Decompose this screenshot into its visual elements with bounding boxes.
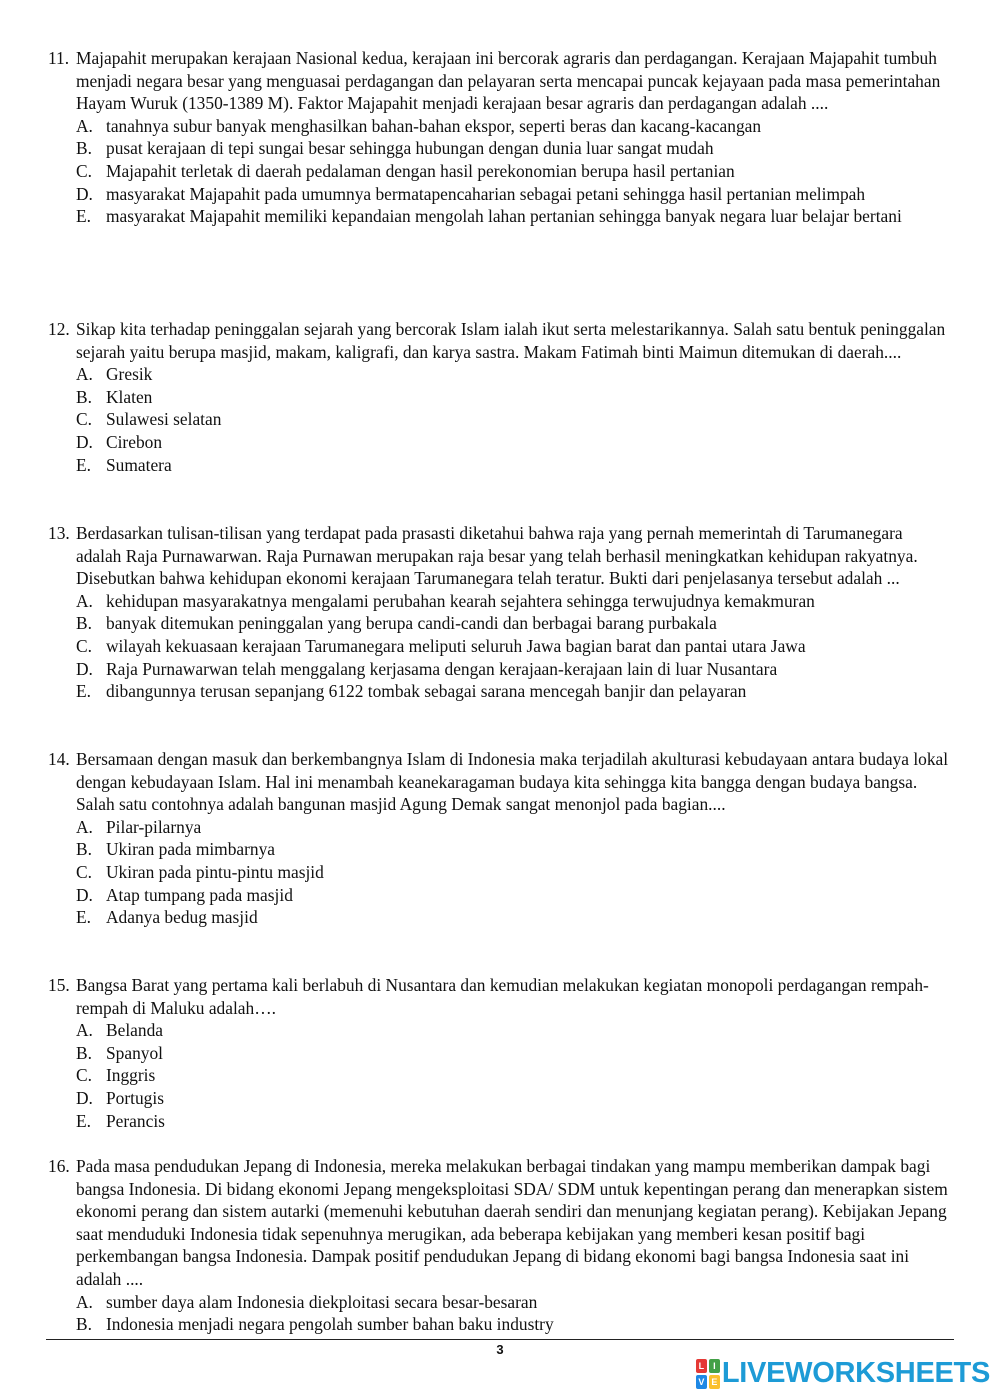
question-13 bbox=[48, 522, 950, 703]
option-letter: E. bbox=[76, 907, 91, 928]
option-b bbox=[76, 612, 950, 635]
option-letter: E. bbox=[76, 206, 91, 227]
question-12 bbox=[48, 318, 950, 476]
question-number: 11. bbox=[48, 48, 70, 68]
question-text: Berdasarkan tulisan-tilisan yang terdapat pada prasasti diketahui bahwa raja yang pernah memerintah di Tarumanegara adalah Raja Purnawarwan. Raja Purnawan merupakan raja besar yang telah berhasil meningkatkan kehidupan rakyatnya. Disebutkan bahwa kehidupan ekonomi kerajaan Tarumanegara telah teratur. Bukti dari penjelasanya tersebut adalah ... bbox=[76, 523, 918, 589]
option-letter: D. bbox=[76, 884, 93, 905]
option-text: banyak ditemukan peninggalan yang berupa candi-candi dan berbagai barang purbakala bbox=[106, 613, 717, 634]
option-letter: A. bbox=[76, 590, 93, 611]
option-b bbox=[76, 386, 950, 409]
option-text: Raja Purnawarwan telah menggalang kerjasama dengan kerajaan-kerajaan lain di luar Nusantara bbox=[106, 658, 778, 679]
option-b bbox=[76, 137, 950, 160]
option-text: Cirebon bbox=[106, 431, 163, 452]
option-c bbox=[76, 861, 950, 884]
question-number: 15. bbox=[48, 975, 70, 995]
option-a bbox=[76, 115, 950, 138]
option-c bbox=[76, 1064, 950, 1087]
option-text: dibangunnya terusan sepanjang 6122 tombak sebagai sarana mencegah banjir dan pelayaran bbox=[106, 681, 747, 702]
option-letter: E. bbox=[76, 681, 91, 702]
option-text: sumber daya alam Indonesia diekploitasi secara besar-besaran bbox=[106, 1291, 538, 1312]
question-text: Pada masa pendudukan Jepang di Indonesia, mereka melakukan berbagai tindakan yang mampu memberikan dampak bagi bangsa Indonesia. Di bidang ekonomi Jepang mengeksploitasi SDA/ SDM untuk kepentingan perang dan menerapkan sistem ekonomi perang dan sistem autarki (memenuhi kebutuhan daerah sendiri dan menunjang kegiatan perang). Kebijakan Jepang saat menduduki Indonesia tidak sepenuhnya merugikan, ada beberapa kebijakan yang memberi kesan positif bagi perkembangan bangsa Indonesia. Dampak positif pendudukan Jepang di bidang ekonomi bagi bangsa Indonesia saat ini adalah .... bbox=[76, 1156, 948, 1289]
option-list bbox=[76, 115, 950, 228]
option-letter: D. bbox=[76, 1087, 93, 1108]
option-list bbox=[76, 1019, 950, 1132]
option-letter: E. bbox=[76, 454, 91, 475]
option-letter: A. bbox=[76, 1291, 93, 1312]
option-e bbox=[76, 680, 950, 703]
option-list bbox=[76, 1291, 950, 1336]
option-text: wilayah kekuasaan kerajaan Tarumanegara meliputi seluruh Jawa bagian barat dan pantai utara Jawa bbox=[106, 635, 806, 656]
option-list bbox=[76, 363, 950, 476]
option-text: masyarakat Majapahit pada umumnya bermatapencaharian sebagai petani sehingga hasil pertanian melimpah bbox=[106, 183, 866, 204]
option-text: Majapahit terletak di daerah pedalaman dengan hasil perekonomian berupa hasil pertanian bbox=[106, 160, 735, 181]
logo-letter-i: I bbox=[709, 1359, 720, 1373]
option-text: Adanya bedug masjid bbox=[106, 907, 258, 928]
option-c bbox=[76, 408, 950, 431]
option-text: Ukiran pada pintu-pintu masjid bbox=[106, 861, 324, 882]
liveworksheets-logo[interactable] bbox=[696, 1357, 990, 1390]
option-d bbox=[76, 884, 950, 907]
option-b bbox=[76, 838, 950, 861]
option-letter: B. bbox=[76, 839, 92, 860]
option-a bbox=[76, 816, 950, 839]
option-d bbox=[76, 183, 950, 206]
question-14 bbox=[48, 748, 950, 929]
option-d bbox=[76, 431, 950, 454]
option-c bbox=[76, 635, 950, 658]
option-text: kehidupan masyarakatnya mengalami perubahan kearah sejahtera sehingga terwujudnya kemakmuran bbox=[106, 590, 815, 611]
option-text: Belanda bbox=[106, 1020, 163, 1041]
option-text: Ukiran pada mimbarnya bbox=[106, 839, 276, 860]
option-text: Gresik bbox=[106, 364, 153, 385]
question-number: 16. bbox=[48, 1156, 70, 1176]
page-number: 3 bbox=[496, 1342, 504, 1357]
option-a bbox=[76, 590, 950, 613]
option-c bbox=[76, 160, 950, 183]
option-text: Sulawesi selatan bbox=[106, 409, 222, 430]
question-text: Majapahit merupakan kerajaan Nasional kedua, kerajaan ini bercorak agraris dan perdagangan. Kerajaan Majapahit tumbuh menjadi negara besar yang menguasai perdagangan dan pelayaran serta mencapai puncak kejayaan pada masa pemerintahan Hayam Wuruk (1350-1389 M). Faktor Majapahit menjadi kerajaan besar agraris dan perdagangan adalah .... bbox=[76, 48, 941, 114]
option-b bbox=[76, 1313, 950, 1336]
question-number: 13. bbox=[48, 523, 70, 543]
logo-letter-e: E bbox=[709, 1375, 720, 1389]
question-15 bbox=[48, 974, 950, 1132]
option-a bbox=[76, 1291, 950, 1314]
option-d bbox=[76, 658, 950, 681]
option-text: Sumatera bbox=[106, 454, 172, 475]
question-text: Bangsa Barat yang pertama kali berlabuh di Nusantara dan kemudian melakukan kegiatan monopoli perdagangan rempah-rempah di Maluku adalah…. bbox=[76, 975, 929, 1018]
option-letter: C. bbox=[76, 861, 92, 882]
option-list bbox=[76, 816, 950, 929]
option-text: tanahnya subur banyak menghasilkan bahan-bahan ekspor, seperti beras dan kacang-kacangan bbox=[106, 115, 762, 136]
option-letter: C. bbox=[76, 160, 92, 181]
option-text: Portugis bbox=[106, 1087, 164, 1108]
option-letter: D. bbox=[76, 431, 93, 452]
option-letter: C. bbox=[76, 1065, 92, 1086]
option-e bbox=[76, 1110, 950, 1133]
question-number: 14. bbox=[48, 749, 70, 769]
brand-name: LIVEWORKSHEETS bbox=[721, 1357, 990, 1389]
option-text: Spanyol bbox=[106, 1042, 164, 1063]
option-text: masyarakat Majapahit memiliki kepandaian mengolah lahan pertanian sehingga banyak negara luar belajar bertani bbox=[106, 206, 902, 227]
question-16 bbox=[48, 1155, 950, 1336]
option-letter: D. bbox=[76, 183, 93, 204]
option-d bbox=[76, 1087, 950, 1110]
option-text: Atap tumpang pada masjid bbox=[106, 884, 293, 905]
option-e bbox=[76, 906, 950, 929]
option-letter: B. bbox=[76, 1042, 92, 1063]
option-a bbox=[76, 1019, 950, 1042]
option-letter: A. bbox=[76, 115, 93, 136]
option-letter: B. bbox=[76, 386, 92, 407]
question-text: Sikap kita terhadap peninggalan sejarah yang bercorak Islam ialah ikut serta melestarikannya. Salah satu bentuk peninggalan sejarah yaitu berupa masjid, makam, kaligrafi, dan karya sastra. Makam Fatimah binti Maimun ditemukan di daerah.... bbox=[76, 319, 946, 362]
live-grid-icon bbox=[696, 1359, 720, 1389]
option-list bbox=[76, 590, 950, 703]
option-letter: E. bbox=[76, 1110, 91, 1131]
question-number: 12. bbox=[48, 319, 70, 339]
option-letter: B. bbox=[76, 613, 92, 634]
option-letter: A. bbox=[76, 1020, 93, 1041]
logo-letter-l: L bbox=[696, 1359, 707, 1373]
option-letter: B. bbox=[76, 138, 92, 159]
question-text: Bersamaan dengan masuk dan berkembangnya Islam di Indonesia maka terjadilah akulturasi kebudayaan antara budaya lokal dengan kebudayaan Islam. Hal ini menambah keanekaragaman budaya kita sehingga kita bangga dengan budaya bangsa. Salah satu contohnya adalah bangunan masjid Agung Demak sangat menonjol pada bagian.... bbox=[76, 749, 949, 815]
option-letter: C. bbox=[76, 635, 92, 656]
option-text: pusat kerajaan di tepi sungai besar sehingga hubungan dengan dunia luar sangat mudah bbox=[106, 138, 714, 159]
option-text: Perancis bbox=[106, 1110, 165, 1131]
footer-divider bbox=[46, 1339, 954, 1340]
option-text: Klaten bbox=[106, 386, 153, 407]
option-b bbox=[76, 1042, 950, 1065]
option-letter: A. bbox=[76, 364, 93, 385]
option-e bbox=[76, 454, 950, 477]
option-letter: B. bbox=[76, 1314, 92, 1335]
option-letter: A. bbox=[76, 816, 93, 837]
option-a bbox=[76, 363, 950, 386]
option-text: Indonesia menjadi negara pengolah sumber bahan baku industry bbox=[106, 1314, 554, 1335]
question-11 bbox=[48, 47, 950, 228]
option-letter: D. bbox=[76, 658, 93, 679]
option-e bbox=[76, 205, 950, 228]
option-text: Inggris bbox=[106, 1065, 156, 1086]
option-letter: C. bbox=[76, 409, 92, 430]
logo-letter-v: V bbox=[696, 1375, 707, 1389]
option-text: Pilar-pilarnya bbox=[106, 816, 202, 837]
